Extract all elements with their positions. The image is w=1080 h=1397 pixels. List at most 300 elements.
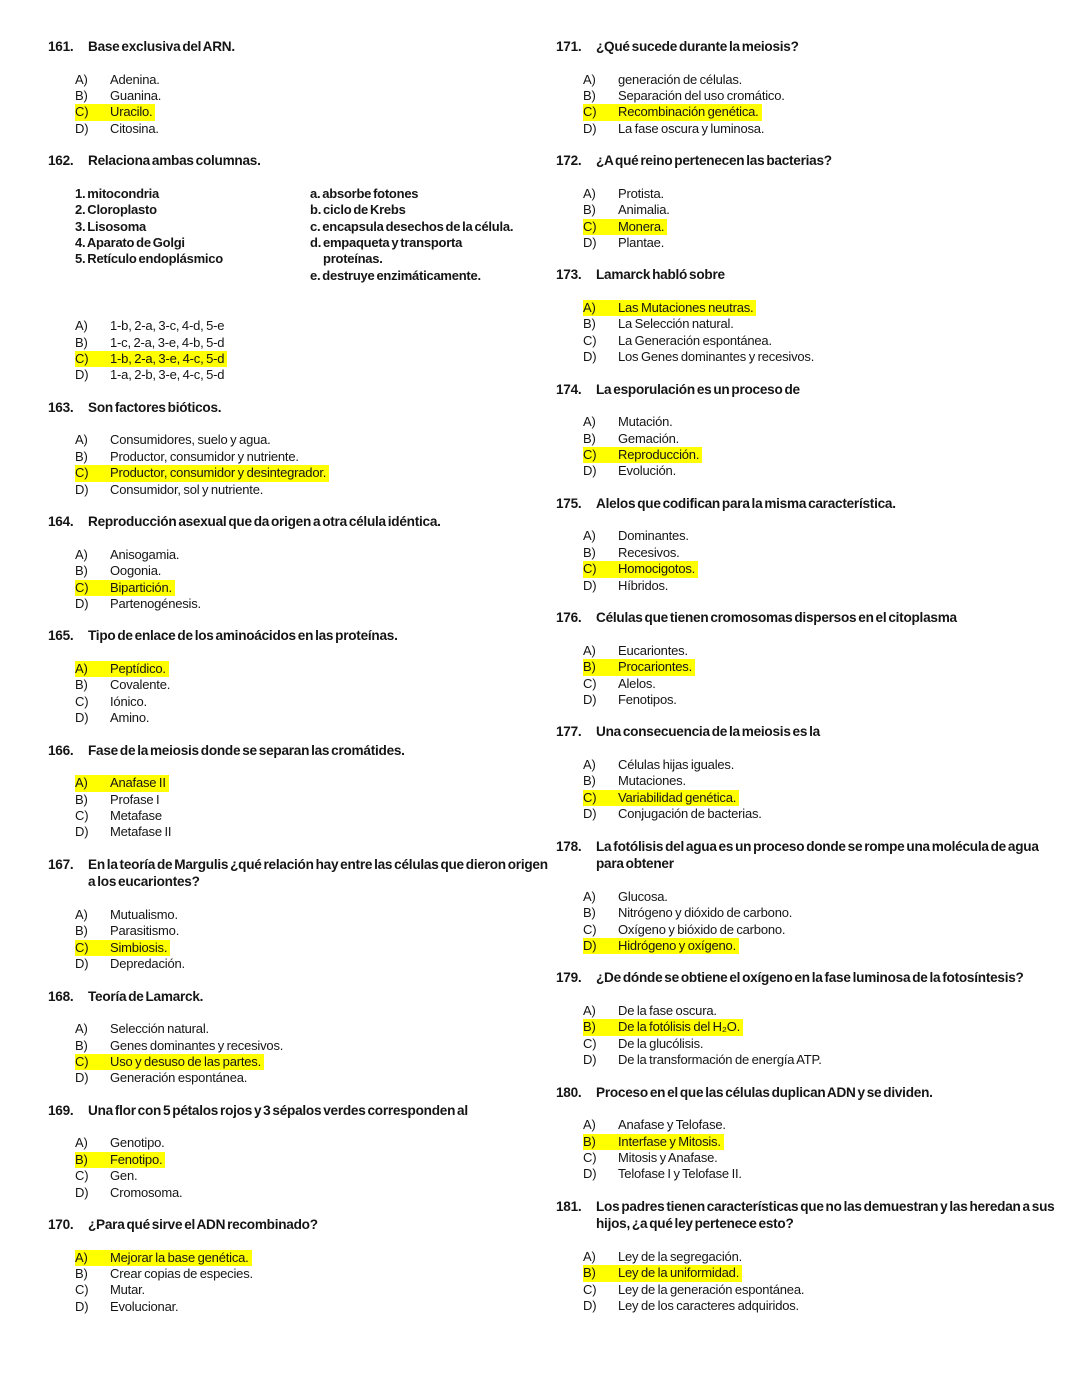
option-highlight <box>75 318 227 334</box>
option-text: Partenogénesis. <box>110 595 201 611</box>
option-highlight <box>75 1299 181 1315</box>
question-title: Células que tienen cromosomas dispersos en el citoplasma <box>596 610 957 626</box>
match-item: b. ciclo de Krebs <box>310 202 406 218</box>
option-highlight <box>75 580 175 596</box>
options-list <box>75 318 556 384</box>
option-text: Recesivos. <box>618 544 680 560</box>
option-letter: B) <box>75 563 88 579</box>
option-text: Consumidor, sol y nutriente. <box>110 481 264 497</box>
option-row <box>75 465 556 481</box>
option-letter: A) <box>75 1021 88 1037</box>
option-highlight <box>583 676 659 692</box>
option-text: Glucosa. <box>618 888 668 904</box>
option-letter: D) <box>583 1052 597 1068</box>
option-text: Nitrógeno y dióxido de carbono. <box>618 905 793 921</box>
question <box>48 152 556 384</box>
option-highlight <box>583 692 680 708</box>
option-letter: A) <box>583 1117 596 1133</box>
option-letter: D) <box>583 691 597 707</box>
option-row <box>75 677 556 693</box>
option-row <box>583 349 1064 365</box>
question-title: Reproducción asexual que da origen a otra célula idéntica. <box>88 514 441 530</box>
options-list <box>75 432 556 498</box>
option-text: Fenotipo. <box>110 1151 163 1167</box>
option-highlight <box>75 449 302 465</box>
question-number: 163. <box>48 399 74 415</box>
question-header <box>48 1216 556 1234</box>
question-header <box>48 988 556 1006</box>
option-text: Cromosoma. <box>110 1184 183 1200</box>
options-list <box>75 1135 556 1201</box>
question <box>556 1084 1064 1183</box>
question-number: 168. <box>48 988 74 1004</box>
option-row <box>75 1282 556 1298</box>
option-letter: B) <box>75 1151 88 1167</box>
option-row <box>583 1134 1064 1150</box>
option-row <box>583 1166 1064 1182</box>
question-number: 172. <box>556 153 582 169</box>
option-row <box>583 676 1064 692</box>
option-row <box>583 1265 1064 1281</box>
options-list <box>583 889 1064 955</box>
option-row <box>75 1185 556 1201</box>
option-highlight <box>583 1117 729 1133</box>
option-text: De la fase oscura. <box>618 1002 717 1018</box>
option-letter: B) <box>75 88 88 103</box>
option-letter: B) <box>75 334 88 350</box>
options-list <box>583 1003 1064 1069</box>
option-highlight <box>75 104 155 120</box>
option-text: Reproducción. <box>618 447 700 463</box>
option-highlight <box>75 1152 165 1168</box>
option-highlight <box>75 792 162 808</box>
option-highlight <box>75 1038 286 1054</box>
question-title: Los padres tienen características que no las demuestran y las heredan a sus hijos, ¿a qué ley pertenece esto? <box>596 1198 1055 1232</box>
options-list <box>583 757 1064 823</box>
option-text: Procariontes. <box>618 659 692 675</box>
question <box>48 856 556 973</box>
option-row <box>583 121 1064 137</box>
option-text: Conjugación de bacterias. <box>618 806 762 822</box>
option-text: Monera. <box>618 218 665 234</box>
options-list <box>75 1021 556 1087</box>
option-highlight <box>75 1168 140 1184</box>
option-row <box>583 414 1064 430</box>
option-highlight <box>75 940 170 956</box>
question-title: ¿A qué reino pertenecen las bacterias? <box>596 153 832 169</box>
option-letter: D) <box>75 120 89 136</box>
option-row <box>583 578 1064 594</box>
option-text: De la transformación de energía ATP. <box>618 1052 822 1068</box>
options-list <box>583 1249 1064 1315</box>
option-row <box>583 806 1064 822</box>
option-row <box>75 580 556 596</box>
option-letter: D) <box>75 1298 89 1314</box>
option-row <box>75 907 556 923</box>
option-row <box>583 545 1064 561</box>
option-row <box>583 1117 1064 1133</box>
option-row <box>583 659 1064 675</box>
option-row <box>75 1054 556 1070</box>
option-text: Híbridos. <box>618 577 669 593</box>
option-letter: B) <box>75 1037 88 1053</box>
option-highlight <box>75 710 152 726</box>
option-text: Interfase y Mitosis. <box>618 1133 721 1149</box>
option-letter: B) <box>583 316 596 332</box>
option-letter: A) <box>583 528 596 544</box>
option-text: 1-b, 2-a, 3-c, 4-d, 5-e <box>110 318 225 334</box>
option-letter: D) <box>75 367 89 383</box>
question-header <box>556 266 1064 284</box>
question <box>556 38 1064 137</box>
option-row <box>75 88 556 104</box>
option-letter: C) <box>583 789 597 805</box>
question-number: 170. <box>48 1217 74 1232</box>
option-letter: C) <box>583 218 597 234</box>
option-highlight <box>583 349 817 365</box>
option-highlight <box>583 528 692 544</box>
option-highlight <box>75 808 165 824</box>
option-highlight <box>583 545 683 561</box>
option-highlight <box>583 578 671 594</box>
question-number: 174. <box>556 381 582 397</box>
option-highlight <box>75 907 181 923</box>
option-row <box>75 1152 556 1168</box>
option-row <box>583 561 1064 577</box>
match-right-list <box>310 186 515 284</box>
option-row <box>583 1298 1064 1314</box>
option-letter: D) <box>75 481 89 497</box>
option-text: Evolución. <box>618 463 676 479</box>
match-item: 4. Aparato de Golgi <box>75 235 185 251</box>
option-row <box>75 1070 556 1086</box>
question-number: 178. <box>556 838 582 854</box>
option-highlight <box>75 432 274 448</box>
question <box>556 152 1064 251</box>
option-letter: A) <box>75 775 88 791</box>
option-text: 1-c, 2-a, 3-e, 4-b, 5-d <box>110 334 225 350</box>
option-letter: B) <box>75 448 88 464</box>
question <box>556 381 1064 480</box>
option-row <box>583 1282 1064 1298</box>
question-number: 169. <box>48 1102 74 1118</box>
exam-column <box>48 38 556 1397</box>
question <box>556 1198 1064 1315</box>
option-highlight <box>583 186 667 202</box>
option-text: Ley de la generación espontánea. <box>618 1281 805 1297</box>
option-highlight <box>583 790 739 806</box>
option-letter: A) <box>75 660 88 676</box>
option-highlight <box>75 335 227 351</box>
options-list <box>583 414 1064 480</box>
question-title: Una flor con 5 pétalos rojos y 3 sépalos verdes corresponden al <box>88 1102 468 1118</box>
question-number: 161. <box>48 39 74 54</box>
option-text: Oxígeno y bióxido de carbono. <box>618 921 786 937</box>
option-highlight <box>583 1298 802 1314</box>
option-highlight <box>583 447 702 463</box>
option-text: Adenina. <box>110 71 160 87</box>
option-highlight <box>583 1036 706 1052</box>
question <box>48 627 556 726</box>
option-letter: A) <box>75 432 88 448</box>
option-row <box>583 1036 1064 1052</box>
option-row <box>583 905 1064 921</box>
option-letter: C) <box>75 104 89 120</box>
option-letter: C) <box>583 1149 597 1165</box>
option-highlight <box>583 889 671 905</box>
options-list <box>75 775 556 841</box>
option-row <box>75 367 556 383</box>
question <box>48 38 556 137</box>
match-item: 3. Lisosoma <box>75 218 146 234</box>
option-row <box>583 104 1064 120</box>
option-text: Variabilidad genética. <box>618 789 737 805</box>
option-letter: C) <box>75 1053 89 1069</box>
option-highlight <box>75 956 188 972</box>
option-letter: A) <box>75 71 88 87</box>
option-text: Peptídico. <box>110 660 166 676</box>
question <box>556 495 1064 594</box>
option-text: Mejorar la base genética. <box>110 1249 249 1265</box>
option-row <box>75 335 556 351</box>
option-highlight <box>583 316 737 332</box>
option-text: Dominantes. <box>618 528 689 544</box>
option-text: Metafase <box>110 807 162 823</box>
option-row <box>75 432 556 448</box>
option-text: Anafase y Telofase. <box>618 1117 726 1133</box>
question-header <box>48 742 556 760</box>
match-item: a. absorbe fotones <box>310 185 419 201</box>
options-list <box>75 907 556 973</box>
question-number: 167. <box>48 856 74 872</box>
question-header <box>48 856 556 891</box>
option-row <box>75 547 556 563</box>
option-row <box>583 219 1064 235</box>
question-number: 162. <box>48 153 74 169</box>
option-letter: B) <box>583 1133 596 1149</box>
option-row <box>75 449 556 465</box>
option-row <box>75 351 556 367</box>
match-item: 1. mitocondria <box>75 185 159 201</box>
question-number: 180. <box>556 1084 582 1100</box>
option-highlight <box>75 563 164 579</box>
option-highlight <box>583 414 676 430</box>
option-highlight <box>583 1003 720 1019</box>
option-text: La fase oscura y luminosa. <box>618 120 765 136</box>
option-row <box>75 808 556 824</box>
question-header <box>556 381 1064 399</box>
option-row <box>75 940 556 956</box>
options-list <box>583 1117 1064 1183</box>
question-number: 176. <box>556 610 582 626</box>
option-row <box>75 596 556 612</box>
option-highlight <box>583 300 756 316</box>
option-row <box>583 773 1064 789</box>
option-text: Anafase II <box>110 775 166 791</box>
option-row <box>75 1266 556 1282</box>
question-header <box>556 723 1064 741</box>
option-letter: B) <box>75 1266 88 1281</box>
option-letter: C) <box>75 1168 89 1184</box>
option-letter: D) <box>583 806 597 822</box>
option-text: Gemación. <box>618 430 680 446</box>
option-text: Consumidores, suelo y agua. <box>110 432 271 448</box>
option-highlight <box>75 547 182 563</box>
option-text: Separación del uso cromático. <box>618 88 785 103</box>
option-highlight <box>583 235 667 251</box>
question-title: ¿Para qué sirve el ADN recombinado? <box>88 1217 318 1232</box>
option-highlight <box>583 121 767 137</box>
option-text: Animalia. <box>618 202 670 218</box>
option-highlight <box>75 1054 264 1070</box>
question <box>556 969 1064 1068</box>
question-number: 179. <box>556 970 582 986</box>
option-letter: B) <box>583 1019 596 1035</box>
question-header <box>556 38 1064 56</box>
option-letter: C) <box>75 465 89 481</box>
option-row <box>75 1168 556 1184</box>
option-row <box>75 792 556 808</box>
question <box>48 1102 556 1201</box>
option-letter: A) <box>583 71 596 87</box>
option-letter: C) <box>75 939 89 955</box>
option-letter: C) <box>583 1035 597 1051</box>
option-text: Los Genes dominantes y recesivos. <box>618 349 815 365</box>
option-highlight <box>583 757 737 773</box>
options-list <box>75 661 556 727</box>
option-text: Eucariontes. <box>618 642 688 658</box>
option-text: Recombinación genética. <box>618 104 759 120</box>
option-highlight <box>583 1166 745 1182</box>
question-title: En la teoría de Margulis ¿qué relación hay entre las células que dieron origen a los eucariontes? <box>88 856 548 890</box>
option-text: Alelos. <box>618 675 656 691</box>
question-header <box>48 152 556 170</box>
option-letter: C) <box>75 579 89 595</box>
option-highlight <box>583 1019 743 1035</box>
option-letter: C) <box>583 1281 597 1297</box>
option-row <box>75 121 556 137</box>
option-row <box>583 790 1064 806</box>
option-text: Mutación. <box>618 414 673 430</box>
option-highlight <box>583 88 788 104</box>
option-row <box>583 528 1064 544</box>
option-highlight <box>583 773 689 789</box>
options-list <box>583 528 1064 594</box>
option-letter: B) <box>583 544 596 560</box>
option-letter: A) <box>583 1248 596 1264</box>
option-text: La Generación espontánea. <box>618 332 772 348</box>
option-letter: B) <box>75 677 88 693</box>
option-row <box>583 643 1064 659</box>
option-row <box>583 235 1064 251</box>
option-text: Fenotipos. <box>618 691 677 707</box>
option-highlight <box>75 367 227 383</box>
option-text: Simbiosis. <box>110 939 168 955</box>
option-text: Guanina. <box>110 88 162 103</box>
option-text: La Selección natural. <box>618 316 734 332</box>
match-item: c. encapsula desechos de la célula. <box>310 218 514 234</box>
question-title: Alelos que codifican para la misma característica. <box>596 495 896 511</box>
option-highlight <box>75 1021 212 1037</box>
option-row <box>583 692 1064 708</box>
option-highlight <box>583 561 698 577</box>
question-title: Tipo de enlace de los aminoácidos en las proteínas. <box>88 628 398 644</box>
option-text: Protista. <box>618 185 664 201</box>
option-text: Plantae. <box>618 235 665 251</box>
option-letter: B) <box>75 791 88 807</box>
option-row <box>75 694 556 710</box>
option-letter: D) <box>75 1184 89 1200</box>
option-text: Ley de los caracteres adquiridos. <box>618 1298 799 1314</box>
option-letter: A) <box>75 318 88 334</box>
option-letter: A) <box>75 1249 88 1265</box>
option-text: De la glucólisis. <box>618 1035 704 1051</box>
question-number: 164. <box>48 514 74 530</box>
option-letter: C) <box>75 693 89 709</box>
option-letter: A) <box>583 185 596 201</box>
options-list <box>75 547 556 613</box>
option-highlight <box>583 1150 721 1166</box>
question <box>48 1216 556 1315</box>
question-title: ¿Qué sucede durante la meiosis? <box>596 39 799 54</box>
option-letter: C) <box>583 675 597 691</box>
question-number: 181. <box>556 1198 582 1214</box>
option-letter: B) <box>583 773 596 789</box>
option-highlight <box>75 1250 252 1266</box>
option-letter: B) <box>583 659 596 675</box>
option-highlight <box>583 72 745 88</box>
question-title: ¿De dónde se obtiene el oxígeno en la fase luminosa de la fotosíntesis? <box>596 970 1024 986</box>
option-text: Telofase I y Telofase II. <box>618 1166 742 1182</box>
option-row <box>75 775 556 791</box>
option-letter: C) <box>583 921 597 937</box>
option-row <box>75 824 556 840</box>
option-letter: D) <box>583 937 597 953</box>
question-title: Relaciona ambas columnas. <box>88 153 261 169</box>
option-highlight <box>75 923 182 939</box>
question-header <box>48 1102 556 1120</box>
option-highlight <box>583 905 795 921</box>
option-highlight <box>75 824 174 840</box>
option-letter: D) <box>583 1166 597 1182</box>
option-text: Mutar. <box>110 1282 145 1298</box>
option-text: Anisogamia. <box>110 546 180 562</box>
options-list <box>583 300 1064 366</box>
option-text: Productor, consumidor y nutriente. <box>110 448 299 464</box>
question-header <box>556 969 1064 987</box>
question <box>48 513 556 612</box>
option-letter: B) <box>583 430 596 446</box>
option-highlight <box>583 922 788 938</box>
option-highlight <box>75 121 162 137</box>
option-row <box>583 1150 1064 1166</box>
option-highlight <box>583 1282 807 1298</box>
option-text: Productor, consumidor y desintegrador. <box>110 465 327 481</box>
option-highlight <box>75 1070 250 1086</box>
match-item: d. empaqueta y transporta proteínas. <box>310 235 463 267</box>
option-letter: D) <box>583 120 597 136</box>
question-title: Base exclusiva del ARN. <box>88 39 235 54</box>
option-row <box>583 1249 1064 1265</box>
exam-column <box>556 38 1064 1397</box>
option-letter: D) <box>75 595 89 611</box>
question-title: La esporulación es un proceso de <box>596 381 800 397</box>
option-row <box>583 202 1064 218</box>
option-highlight <box>583 1052 825 1068</box>
question-header <box>556 152 1064 170</box>
option-highlight <box>75 1185 185 1201</box>
option-letter: A) <box>583 300 596 316</box>
